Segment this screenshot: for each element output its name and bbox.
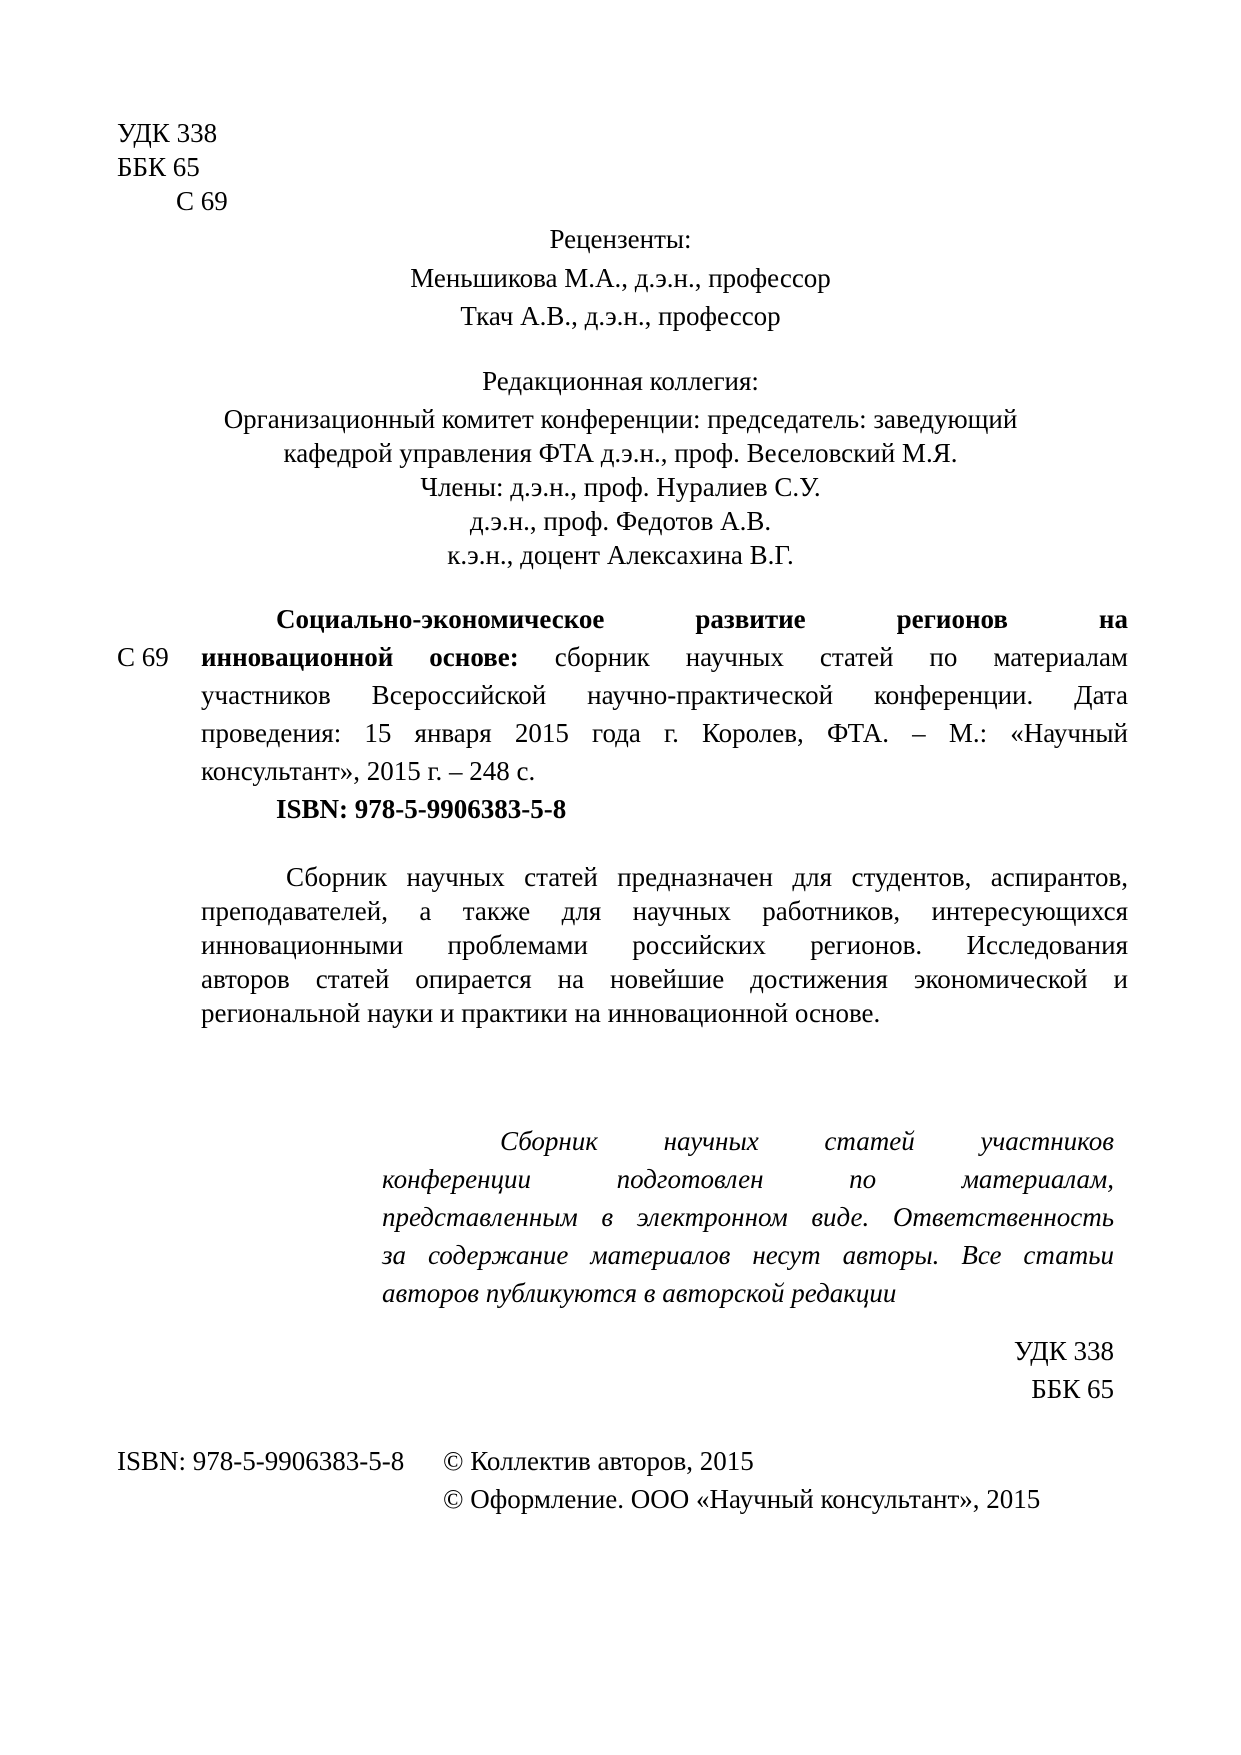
editorial-line: д.э.н., проф. Федотов А.В. [469,506,772,536]
note-line: конференции подготовлен по материалам, [382,1164,1114,1194]
annotation-line: инновационными проблемами российских регионов. Исследования [201,930,1128,960]
bibliographic-line: участников Всероссийской научно-практической конференции. Дата [201,680,1128,710]
annotation-body [201,894,1128,996]
footer-udk-code: УДК 338 [1013,1336,1114,1366]
book-title-word: на [1098,604,1128,634]
note-line: Сборник научных статей участников [500,1126,1114,1156]
bbk-code: ББК 65 [117,152,200,182]
book-isbn: ISBN: 978-5-9906383-5-8 [276,794,567,824]
annotation-last-line: региональной науки и практики на инновационной основе. [201,998,881,1028]
author-mark: С 69 [176,186,228,216]
reviewer-item: Ткач А.В., д.э.н., профессор [460,301,781,331]
editorial-title: Редакционная коллегия: [482,366,759,396]
bibliographic-mark: С 69 [117,642,169,672]
copyright-design: © Оформление. ООО «Научный консультант», 2015 [443,1484,1041,1514]
udk-code: УДК 338 [117,118,218,148]
reviewers-title: Рецензенты: [549,224,692,254]
editorial-line: Организационный комитет конференции: председатель: заведующий [223,404,1018,434]
annotation-line: Сборник научных статей предназначен для студентов, аспирантов, [286,862,1128,892]
copyright-authors: © Коллектив авторов, 2015 [443,1446,754,1476]
editorial-line: к.э.н., доцент Алексахина В.Г. [447,540,794,570]
note-line: за содержание материалов несут авторы. Все статьи [382,1240,1114,1270]
copyright-isbn: ISBN: 978-5-9906383-5-8 [117,1446,405,1476]
annotation-block [201,860,1128,894]
bibliographic-body [201,678,1128,750]
annotation-line: преподавателей, а также для научных работников, интересующихся [201,896,1128,926]
book-title-rest: сборник научных статей по материалам [554,642,1129,672]
bibliographic-line: проведения: 15 января 2015 года г. Королев, ФТА. – М.: «Научный [201,718,1128,748]
editorial-line: Члены: д.э.н., проф. Нуралиев С.У. [420,472,821,502]
book-title-line-1 [276,602,1128,636]
book-title-word: развитие [695,604,806,634]
book-title-word: Социально-экономическое [276,604,605,634]
note-last-line: авторов публикуются в авторской редакции [382,1278,897,1308]
footer-bbk-code: ББК 65 [1031,1374,1114,1404]
note-line: представленным в электронном виде. Ответственность [382,1202,1114,1232]
book-title-line-2 [201,640,1128,674]
annotation-line: авторов статей опирается на новейшие достижения экономической и [201,964,1128,994]
bibliographic-last-line: консультант», 2015 г. – 248 с. [201,756,536,786]
book-title-bold: инновационной основе: [201,642,519,672]
note-block [382,1124,1114,1272]
book-title-word: регионов [896,604,1008,634]
reviewer-item: Меньшикова М.А., д.э.н., профессор [410,263,831,293]
editorial-line: кафедрой управления ФТА д.э.н., проф. Веселовский М.Я. [283,438,958,468]
